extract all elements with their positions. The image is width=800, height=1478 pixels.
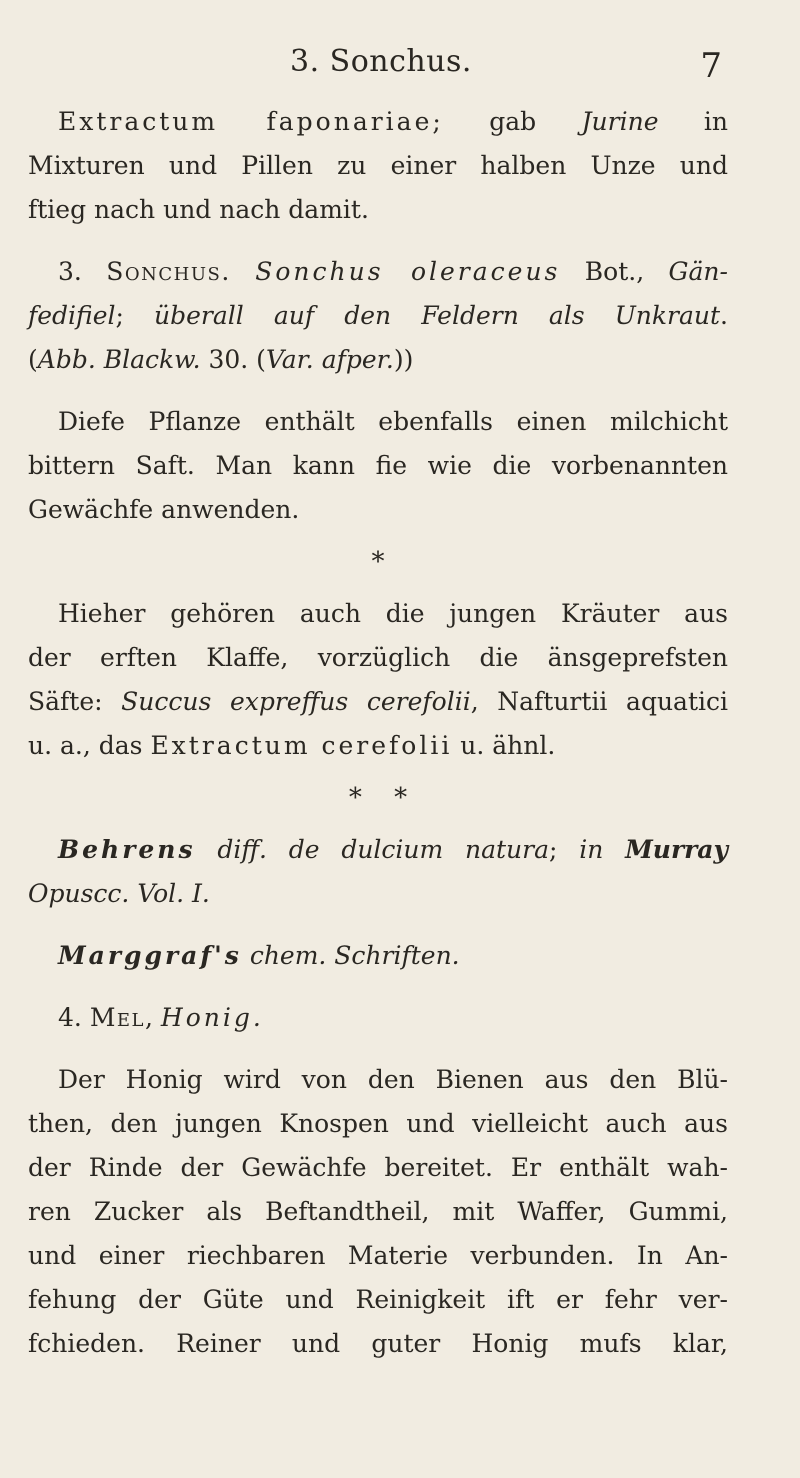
page-body — [28, 100, 728, 1366]
double-asterism-ornament: * * — [348, 783, 408, 813]
paragraph-extractum: Extractum faponariae; gab Jurine in — [58, 107, 729, 136]
mel-heading: 4. Mel, Honig. — [58, 1003, 264, 1032]
page-number: 7 — [700, 46, 722, 86]
honig-paragraph: Der Honig wird von den Bienen aus den Blü- then, den jungen Knospen und vielleicht auch aus der Rinde der Gewächfe bereitet. Er enthält wah- ren Zucker als Beftandtheil, mit Waffer, Gummi, und einer riechbaren Materie verbunden. In An- fehung der Güte und Reinigkeit ift er fehr ver- fchieden. Reiner und guter Honig mufs klar, — [28, 1065, 728, 1358]
literature-reference-behrens: Behrens diff. de dulcium natura; in Murray Opuscc. Vol. I. — [28, 835, 729, 908]
sonchus-description: Diefe Pflanze enthält ebenfalls einen milchicht bittern Saft. Man kann fie wie die vorbenannten Gewächfe anwenden. — [28, 407, 728, 524]
asterism-ornament: * — [371, 547, 385, 577]
paragraph-extractum-line-3: ftieg nach und nach damit. — [28, 195, 369, 224]
literature-reference-marggraf: Marggraf's chem. Schriften. — [58, 941, 460, 970]
paragraph-extractum-line-2: Mixturen und Pillen zu einer halben Unze und — [28, 151, 728, 180]
running-header — [0, 44, 800, 94]
hieher-paragraph: Hieher gehören auch die jungen Kräuter aus der erften Klaffe, vorzüglich die änsgeprefsten Säfte: Succus expreffus cerefolii, Nafturtii aquatici u. a., das Extractum cerefolii u. ähnl. — [28, 599, 728, 760]
running-title: 3. Sonchus. — [290, 44, 472, 79]
sonchus-heading: 3. Sonchus. Sonchus oleraceus Bot., Gän- fedifiel; überall auf den Feldern als Unkraut. (Abb. Blackw. 30. (Var. afper.)) — [28, 257, 728, 374]
